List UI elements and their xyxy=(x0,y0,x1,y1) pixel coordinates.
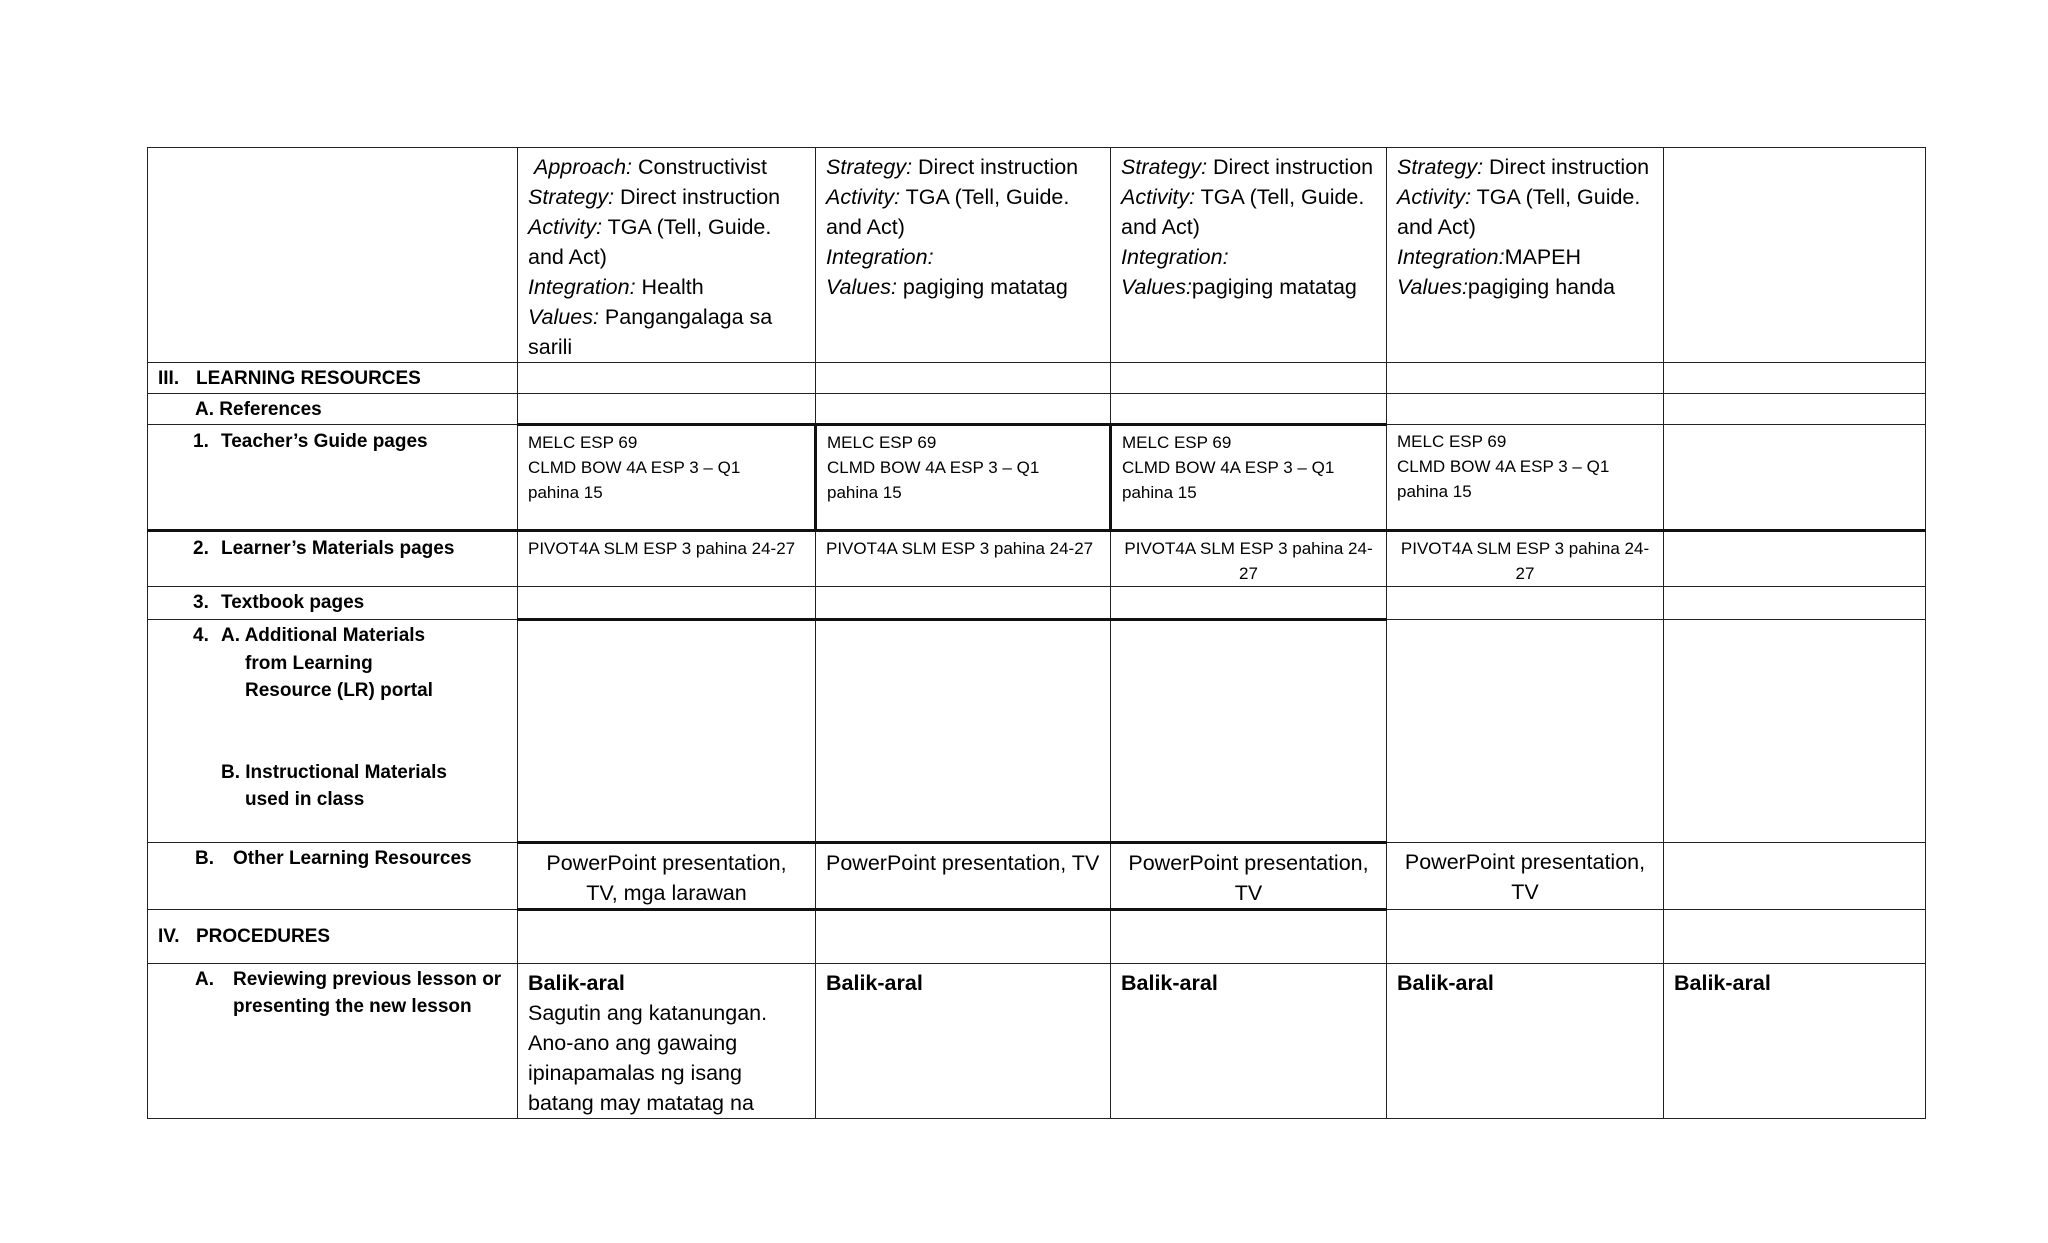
learners-materials-cell-1: PIVOT4A SLM ESP 3 pahina 24-27 xyxy=(518,531,816,587)
values-line: Values: pagiging matatag xyxy=(826,275,1068,299)
balik-aral-heading: Balik-aral xyxy=(1674,971,1771,995)
empty-cell xyxy=(1387,394,1664,425)
teachers-guide-cell-1 xyxy=(518,425,816,531)
references-row xyxy=(148,394,1926,425)
textbook-label: 3. Textbook pages xyxy=(148,587,518,620)
empty-cell xyxy=(816,394,1111,425)
empty-cell xyxy=(1664,531,1926,587)
empty-cell xyxy=(1664,843,1926,910)
integration-line: Integration:MAPEH xyxy=(1397,245,1582,269)
empty-cell xyxy=(1387,910,1664,964)
balik-aral-heading: Balik-aral xyxy=(1397,971,1494,995)
empty-cell xyxy=(1664,363,1926,394)
empty-cell xyxy=(1664,425,1926,531)
activity-line: Activity: TGA (Tell, Guide. and Act) xyxy=(1397,185,1641,239)
strategy-line: Strategy: Direct instruction xyxy=(1121,155,1374,179)
other-resources-cell-1: PowerPoint presentation, TV, mga larawan xyxy=(518,843,816,910)
tg-line: pahina 15 xyxy=(528,483,603,502)
additional-b-line2: used in class xyxy=(245,789,365,810)
strategy-line: Strategy: Direct instruction xyxy=(1397,155,1650,179)
integration-line: Integration: Health xyxy=(528,275,704,299)
values-line: Values: Pangangalaga sa sarili xyxy=(528,305,773,359)
empty-cell xyxy=(1111,587,1387,620)
tg-line: CLMD BOW 4A ESP 3 – Q1 xyxy=(528,458,741,477)
empty-cell xyxy=(816,910,1111,964)
learning-resources-row xyxy=(148,363,1926,394)
reviewing-cell-1 xyxy=(518,964,816,1119)
reviewing-label xyxy=(148,964,518,1119)
tg-line: MELC ESP 69 xyxy=(528,433,638,452)
learners-materials-cell-3: PIVOT4A SLM ESP 3 pahina 24-27 xyxy=(1111,531,1387,587)
balik-aral-heading: Balik-aral xyxy=(1121,971,1218,995)
teachers-guide-cell-2 xyxy=(816,425,1111,531)
other-resources-cell-4: PowerPoint presentation, TV xyxy=(1387,843,1664,910)
teachers-guide-cell-3 xyxy=(1111,425,1387,531)
tg-line: pahina 15 xyxy=(827,483,902,502)
empty-cell xyxy=(518,394,816,425)
additional-b-label: B. Instructional Materials xyxy=(221,761,447,783)
empty-cell xyxy=(1387,620,1664,843)
lesson-plan-sheet xyxy=(147,147,1925,1115)
other-resources-cell-3: PowerPoint presentation, TV xyxy=(1111,843,1387,910)
tg-line: MELC ESP 69 xyxy=(1122,433,1232,452)
balik-aral-heading: Balik-aral xyxy=(826,971,923,995)
learners-materials-cell-4: PIVOT4A SLM ESP 3 pahina 24-27 xyxy=(1387,531,1664,587)
empty-cell xyxy=(816,363,1111,394)
empty-cell xyxy=(518,363,816,394)
learners-materials-cell-2: PIVOT4A SLM ESP 3 pahina 24-27 xyxy=(816,531,1111,587)
empty-cell xyxy=(518,910,816,964)
other-resources-row xyxy=(148,843,1926,910)
additional-a-label: 4. A. Additional Materials xyxy=(193,625,426,646)
empty-cell xyxy=(1111,910,1387,964)
methods-cell-1 xyxy=(518,148,816,363)
lesson-plan-table xyxy=(147,147,1926,1119)
teachers-guide-cell-4 xyxy=(1387,425,1664,531)
tg-line: CLMD BOW 4A ESP 3 – Q1 xyxy=(1397,457,1610,476)
empty-cell xyxy=(1111,620,1387,843)
additional-materials-row xyxy=(148,620,1926,843)
reviewing-row xyxy=(148,964,1926,1119)
empty-cell xyxy=(518,620,816,843)
empty-cell xyxy=(1111,363,1387,394)
integration-line: Integration: xyxy=(1121,245,1229,269)
empty-cell xyxy=(1387,587,1664,620)
balik-aral-heading: Balik-aral xyxy=(528,971,625,995)
procedures-heading: IV. PROCEDURES xyxy=(148,910,518,964)
other-resources-cell-2: PowerPoint presentation, TV xyxy=(816,843,1111,910)
tg-line: pahina 15 xyxy=(1122,483,1197,502)
methods-cell-4 xyxy=(1387,148,1664,363)
tg-line: MELC ESP 69 xyxy=(1397,432,1507,451)
reviewing-line2: presenting the new lesson xyxy=(233,996,472,1017)
teachers-guide-row xyxy=(148,425,1926,531)
textbook-row xyxy=(148,587,1926,620)
methods-label-cell xyxy=(148,148,518,363)
tg-line: pahina 15 xyxy=(1397,482,1472,501)
teachers-guide-label: 1. Teacher’s Guide pages xyxy=(148,425,518,531)
empty-cell xyxy=(1387,363,1664,394)
empty-cell xyxy=(1664,587,1926,620)
approach-line: Approach: Constructivist xyxy=(533,155,768,179)
integration-line: Integration: xyxy=(826,245,934,269)
reviewing-cell-4 xyxy=(1387,964,1664,1119)
methods-row xyxy=(148,148,1926,363)
other-resources-label: B. Other Learning Resources xyxy=(148,843,518,910)
empty-cell xyxy=(518,587,816,620)
procedures-row xyxy=(148,910,1926,964)
methods-cell-5 xyxy=(1664,148,1926,363)
additional-materials-label xyxy=(148,620,518,843)
reviewing-cell-5 xyxy=(1664,964,1926,1119)
empty-cell xyxy=(1664,910,1926,964)
methods-cell-2 xyxy=(816,148,1111,363)
references-heading: A. References xyxy=(148,394,518,425)
empty-cell xyxy=(1664,394,1926,425)
tg-line: MELC ESP 69 xyxy=(827,433,937,452)
empty-cell xyxy=(816,587,1111,620)
activity-line: Activity: TGA (Tell, Guide. and Act) xyxy=(528,215,772,269)
additional-a-line3: Resource (LR) portal xyxy=(245,680,433,701)
strategy-line: Strategy: Direct instruction xyxy=(826,155,1079,179)
values-line: Values:pagiging handa xyxy=(1397,275,1615,299)
tg-line: CLMD BOW 4A ESP 3 – Q1 xyxy=(827,458,1040,477)
learners-materials-label: 2. Learner’s Materials pages xyxy=(148,531,518,587)
empty-cell xyxy=(1664,620,1926,843)
reviewing-line1: A. Reviewing previous lesson or xyxy=(195,969,502,990)
methods-cell-3 xyxy=(1111,148,1387,363)
values-line: Values:pagiging matatag xyxy=(1121,275,1357,299)
empty-cell xyxy=(816,620,1111,843)
reviewing-cell-3 xyxy=(1111,964,1387,1119)
balik-aral-text: Sagutin ang katanungan. Ano-ano ang gawaing ipinapamalas ng isang batang may matatag na xyxy=(528,1001,768,1115)
strategy-line: Strategy: Direct instruction xyxy=(528,185,781,209)
activity-line: Activity: TGA (Tell, Guide. and Act) xyxy=(826,185,1070,239)
learning-resources-heading: III. LEARNING RESOURCES xyxy=(148,363,518,394)
reviewing-cell-2 xyxy=(816,964,1111,1119)
tg-line: CLMD BOW 4A ESP 3 – Q1 xyxy=(1122,458,1335,477)
additional-a-line2: from Learning xyxy=(245,652,373,674)
activity-line: Activity: TGA (Tell, Guide. and Act) xyxy=(1121,185,1365,239)
empty-cell xyxy=(1111,394,1387,425)
learners-materials-row xyxy=(148,531,1926,587)
